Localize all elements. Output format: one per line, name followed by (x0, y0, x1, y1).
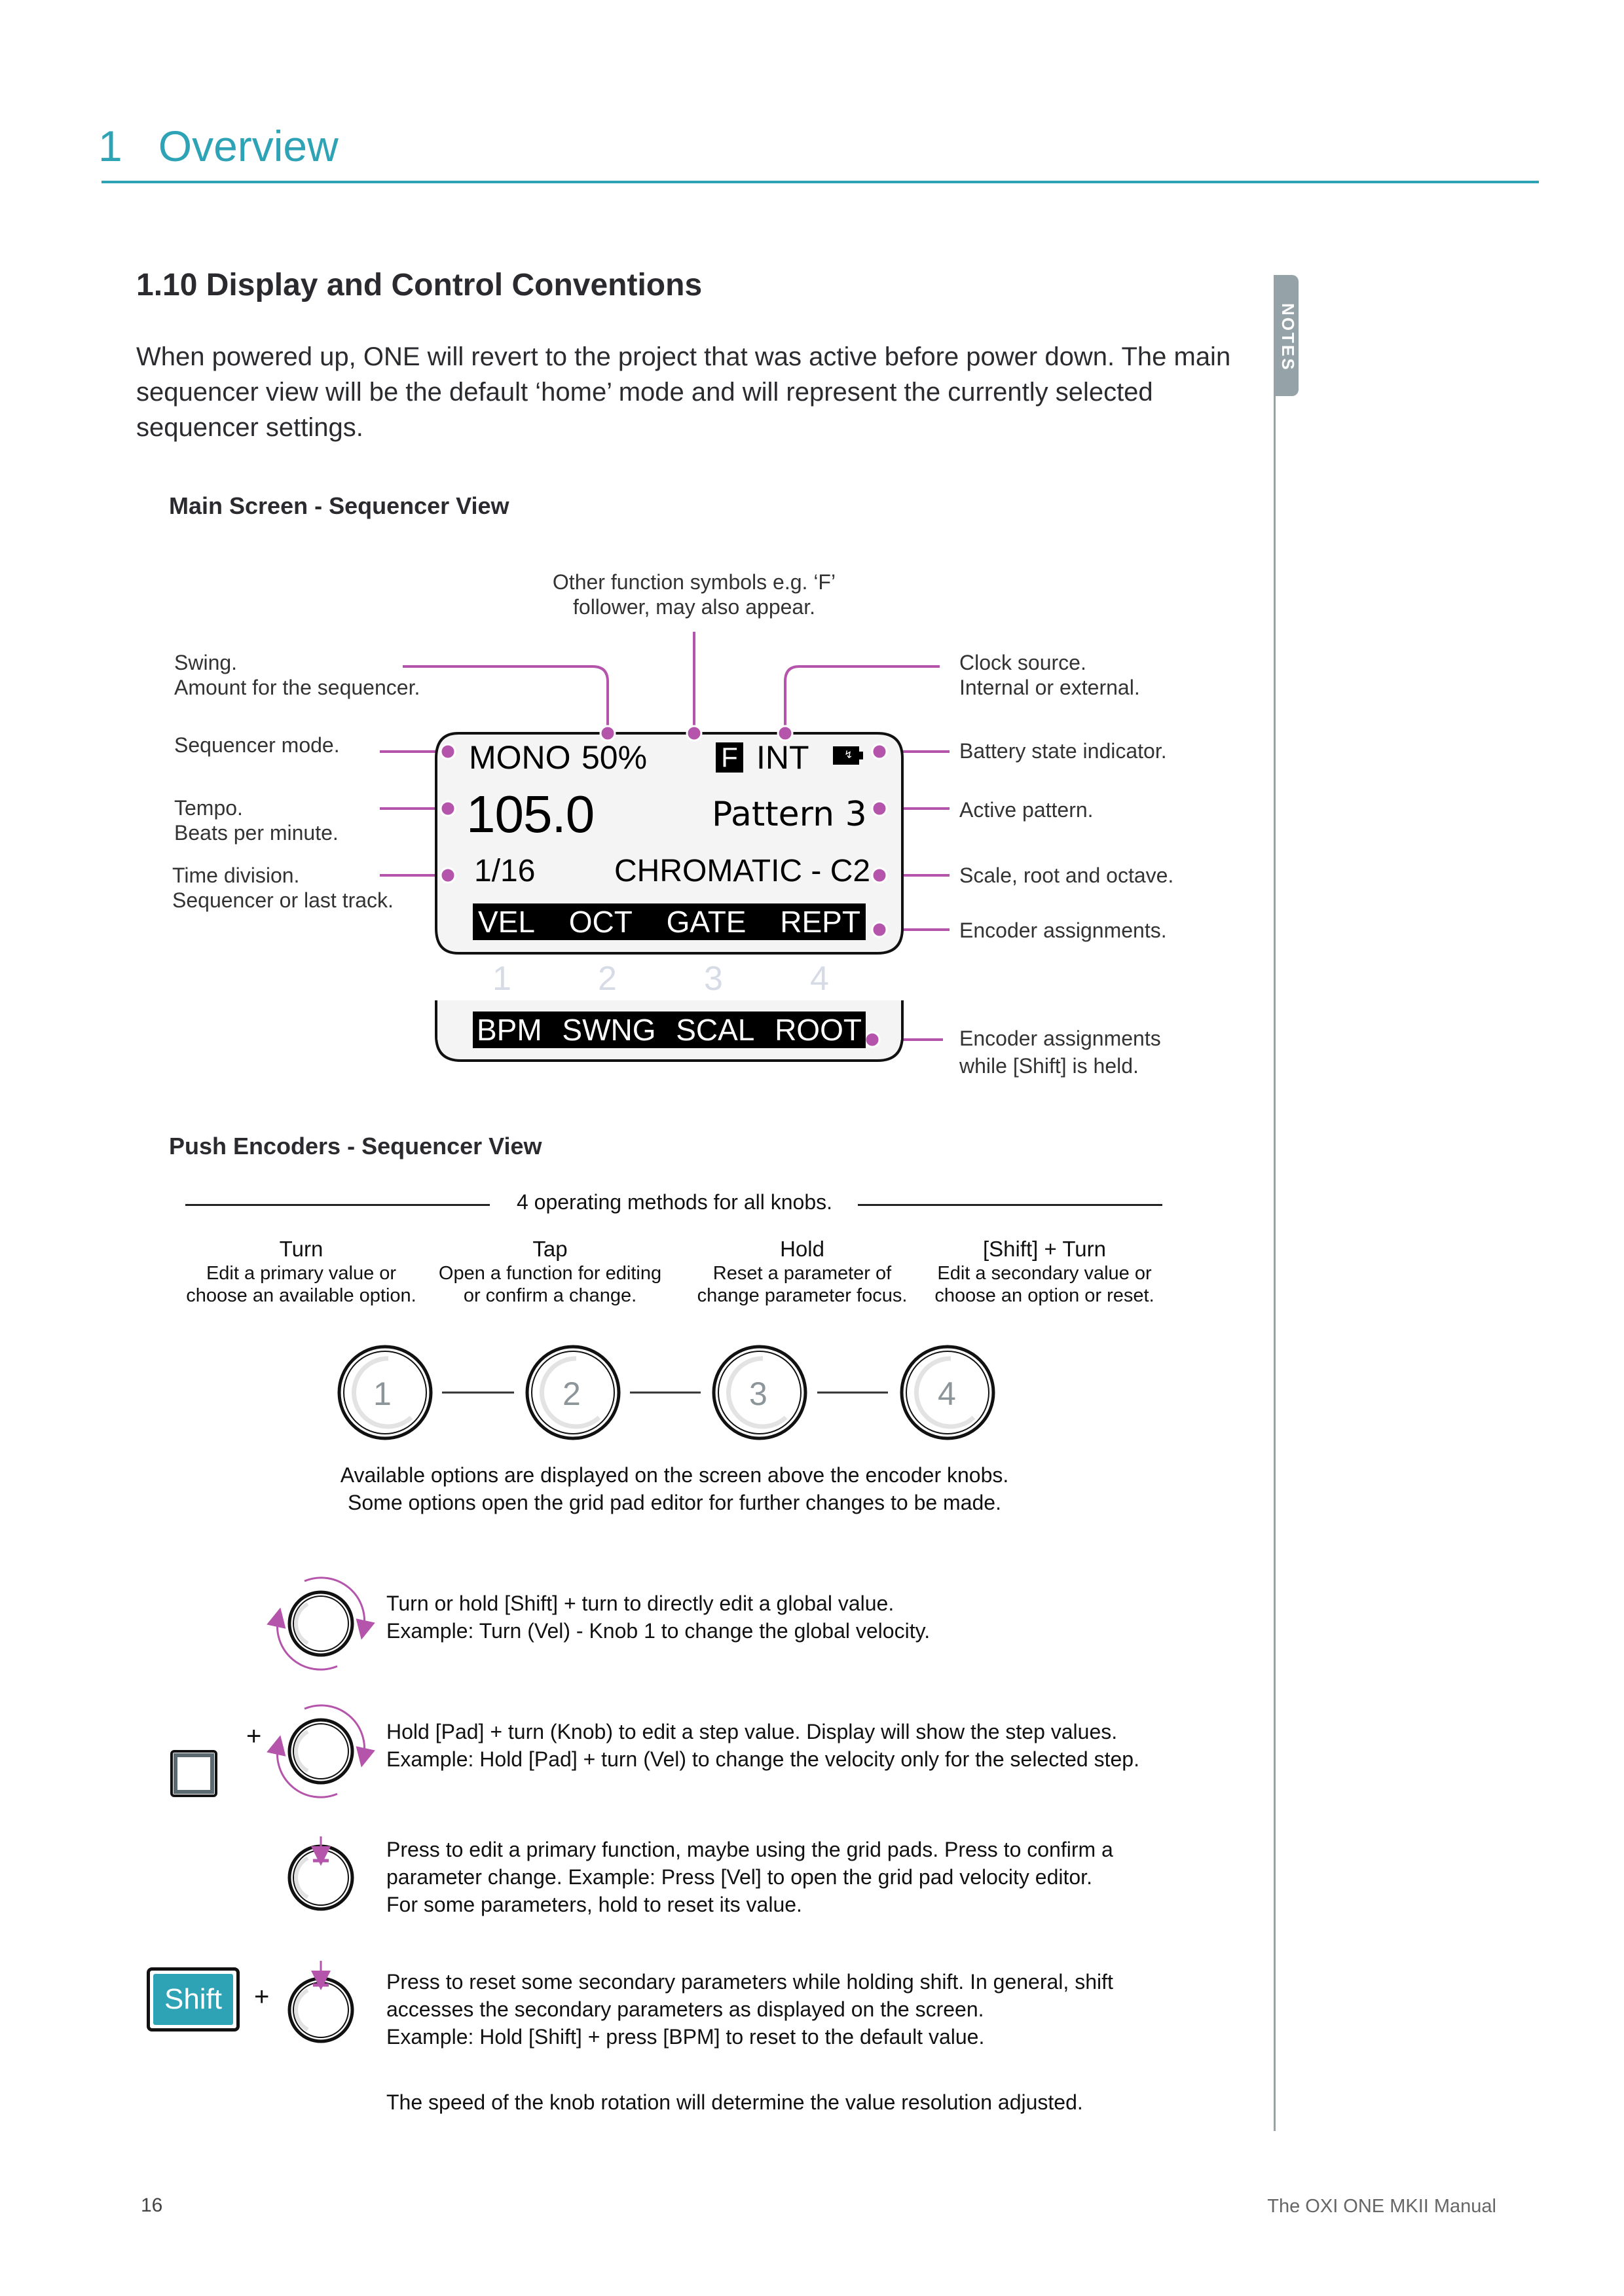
callout-line: Tempo. (174, 796, 243, 820)
caption-line: Some options open the grid pad editor for further changes to be made. (348, 1491, 1001, 1514)
encoder-label: OCT (568, 905, 633, 939)
footnote: The speed of the knob rotation will determine the value resolution adjusted. (386, 2090, 1083, 2114)
callout-line: Time division. (172, 864, 300, 887)
method-name: Turn (279, 1237, 323, 1261)
section-title: 1.10 Display and Control Conventions (136, 268, 703, 302)
row-press-text (386, 1836, 1113, 1918)
callout-line: Sequencer or last track. (172, 888, 394, 912)
callout-line: Beats per minute. (174, 821, 339, 845)
callout-scale: Scale, root and octave. (959, 864, 1174, 887)
method-desc: choose an available option. (186, 1285, 416, 1306)
callout-other-symbols (544, 570, 845, 619)
intro-paragraph: When powered up, ONE will revert to the project that was active before power down. The main sequencer view will be the default ‘home’ mode and will represent the currently selected sequencer settings. (136, 342, 1231, 442)
battery-dot (872, 744, 887, 759)
method-desc: Edit a primary value or (206, 1263, 397, 1284)
notes-tab-label: NOTES (1278, 302, 1298, 372)
encoder-label: GATE (666, 905, 747, 939)
shift-encoder-label: SCAL (676, 1013, 755, 1047)
callout-division (172, 863, 394, 913)
display-tempo: 105.0 (466, 785, 595, 843)
row-line: Example: Hold [Pad] + turn (Vel) to change the velocity only for the selected step. (386, 1747, 1139, 1771)
display-swing: 50% (581, 739, 648, 776)
row-line: parameter change. Example: Press [Vel] to open the grid pad velocity editor. (386, 1865, 1092, 1889)
symbol-dot (687, 726, 701, 740)
knob-number: 3 (749, 1376, 767, 1412)
turn-knob-icon (277, 1578, 364, 1669)
methods-label: 4 operating methods for all knobs. (516, 1190, 833, 1214)
clock-leader (785, 666, 940, 733)
encoder-number: 2 (598, 960, 617, 998)
turn-knob-icon (277, 1705, 364, 1797)
shift-encoders-dot (865, 1032, 879, 1047)
row-turn-text (386, 1590, 930, 1645)
manual-title: The OXI ONE MKII Manual (1267, 2196, 1496, 2217)
press-knob-icon (289, 1961, 352, 2041)
push-encoders-heading: Push Encoders - Sequencer View (169, 1133, 542, 1159)
method-desc: choose an option or reset. (934, 1285, 1154, 1306)
page-number: 16 (141, 2195, 163, 2216)
method-desc: change parameter focus. (697, 1285, 908, 1306)
battery-charge-glyph: ↯ (844, 750, 853, 761)
division-dot (441, 868, 455, 883)
knob-number: 1 (373, 1376, 392, 1412)
encoder-number: 4 (810, 960, 829, 998)
callout-line: follower, may also appear. (573, 595, 815, 619)
callout-line: Clock source. (959, 651, 1086, 674)
row-line: accesses the secondary parameters as displayed on the screen. (386, 1997, 984, 2021)
knob-caption (249, 1461, 1100, 1516)
row-shift-press-text (386, 1968, 1113, 2050)
callout-line: Encoder assignments (959, 1027, 1161, 1050)
display-scale: CHROMATIC - C2 (614, 854, 871, 888)
callout-line: Internal or external. (959, 676, 1140, 699)
tempo-dot (441, 801, 455, 816)
battery-icon (833, 746, 859, 765)
row-line: Hold [Pad] + turn (Knob) to edit a step value. Display will show the step values. (386, 1720, 1118, 1743)
method-name: Hold (780, 1237, 824, 1261)
knobs-row (0, 1329, 1624, 1447)
plus-sign: + (246, 1722, 262, 1751)
chapter-title: Overview (158, 122, 339, 170)
knob-number: 4 (938, 1376, 956, 1412)
main-screen-heading: Main Screen - Sequencer View (169, 492, 509, 519)
follower-symbol: F (716, 742, 743, 773)
display-pattern: Pattern 3 (712, 795, 867, 834)
shift-encoder-label: BPM (477, 1013, 542, 1047)
display-division: 1/16 (474, 854, 536, 888)
row-line: Example: Turn (Vel) - Knob 1 to change the global velocity. (386, 1619, 931, 1643)
method-desc: or confirm a change. (463, 1285, 637, 1306)
methods-rule-left (185, 1204, 490, 1206)
shift-button-icon (147, 1967, 240, 2032)
shift-encoder-label: SWNG (562, 1013, 656, 1047)
methods-rule-right (858, 1204, 1162, 1206)
encoder-label: VEL (478, 905, 535, 939)
callout-lines (0, 0, 1624, 1113)
mode-dot (441, 744, 455, 759)
row-line: Turn or hold [Shift] + turn to directly edit a global value. (386, 1592, 895, 1615)
pattern-dot (872, 801, 887, 816)
method-name: [Shift] + Turn (982, 1237, 1106, 1261)
encoders-dot (872, 922, 887, 937)
callout-swing (174, 650, 420, 700)
encoder-number: 3 (704, 960, 723, 998)
display-clock: INT (756, 739, 809, 776)
battery-terminal (859, 752, 863, 759)
callout-line: Swing. (174, 651, 238, 674)
shift-button-label: Shift (153, 1974, 233, 2025)
shift-encoder-label: ROOT (775, 1013, 862, 1047)
method-name: Tap (532, 1237, 568, 1261)
row-line: Example: Hold [Shift] + press [BPM] to reset to the default value. (386, 2025, 985, 2049)
method-desc: Reset a parameter of (712, 1263, 892, 1284)
callout-line: Other function symbols e.g. ‘F’ (552, 570, 836, 594)
row-line: Press to reset some secondary parameters while holding shift. In general, shift (386, 1970, 1113, 1994)
method-desc: Open a function for editing (438, 1263, 662, 1284)
callout-mode: Sequencer mode. (174, 733, 340, 757)
scale-dot (872, 868, 887, 883)
callout-clock (959, 650, 1140, 700)
method-desc: Edit a secondary value or (937, 1263, 1152, 1284)
plus-sign: + (254, 1982, 270, 2011)
callout-battery: Battery state indicator. (959, 739, 1167, 763)
swing-leader (403, 666, 608, 733)
encoder-label: REPT (780, 905, 860, 939)
chapter-number: 1 (98, 122, 122, 170)
press-knob-icon (289, 1836, 352, 1909)
row-pad-turn-text (386, 1718, 1139, 1773)
encoder-assignment-bar (473, 903, 866, 940)
caption-line: Available options are displayed on the screen above the encoder knobs. (340, 1463, 1009, 1487)
method-shift-turn (920, 1236, 1169, 1307)
display-mode: MONO (469, 739, 571, 776)
method-hold (678, 1236, 927, 1307)
callout-line: Amount for the sequencer. (174, 676, 420, 699)
knob-number: 2 (563, 1376, 581, 1412)
pad-icon (172, 1751, 216, 1796)
callout-pattern: Active pattern. (959, 798, 1094, 822)
callout-encoders: Encoder assignments. (959, 919, 1167, 942)
method-turn (177, 1236, 426, 1307)
encoder-number: 1 (492, 960, 511, 998)
row-line: Press to edit a primary function, maybe using the grid pads. Press to confirm a (386, 1838, 1113, 1861)
row-line: For some parameters, hold to reset its value. (386, 1893, 802, 1916)
callout-shift-encoders (959, 1025, 1161, 1080)
method-tap (426, 1236, 674, 1307)
callout-tempo (174, 795, 339, 845)
shift-encoder-assignment-bar (473, 1011, 866, 1048)
callout-line: while [Shift] is held. (959, 1054, 1139, 1078)
